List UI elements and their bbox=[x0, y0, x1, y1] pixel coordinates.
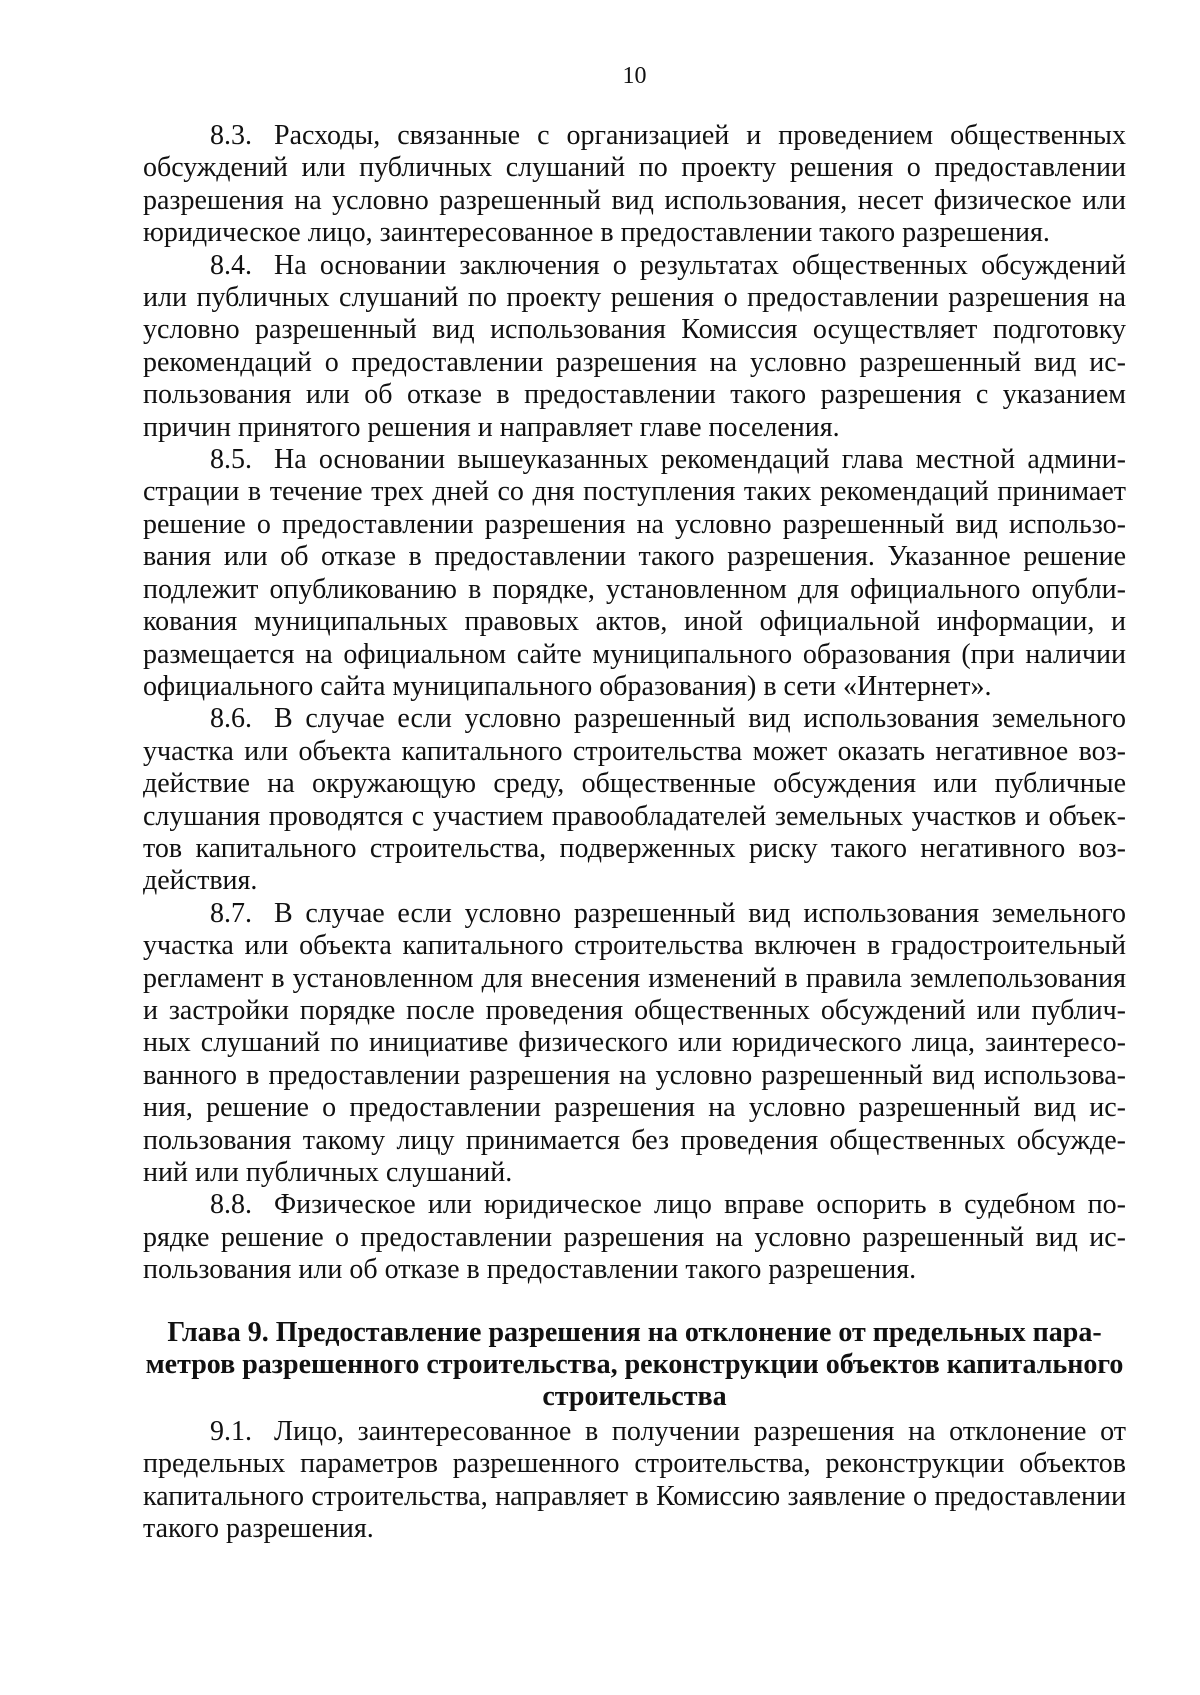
paragraph-text: На основании вышеуказанных рекомендаций глава местной администрации в течение трех дней со дня поступления таких рекомендаций принимает решение о предоставлении разрешения на условно разрешенный вид использования или об отказе в предоставлении такого разрешения. Указанное решение подлежит опубликованию в порядке, установленном для официального опубликования муниципальных правовых актов, иной официальной информации, и размещается на официальном сайте муниципального образования (при наличии официального сайта муниципального образования) в сети «Интернет». bbox=[143, 444, 1126, 702]
paragraph-text: В случае если условно разрешенный вид использования земельного участка или объекта капитального строительства может оказать негативное воздействие на окружающую среду, общественные обсуждения или публичные слушания проводятся с участием правообладателей земельных участков и объектов капитального строительства, подверженных риску такого негативного воздействия. bbox=[143, 703, 1126, 897]
document-page bbox=[143, 50, 1126, 1545]
paragraph-text: На основании заключения о результатах общественных обсуждений или публичных слушаний по проекту решения о предоставлении разрешения на условно разрешенный вид использования Комиссия осуществляет подготовку рекомендаций о предоставлении разрешения на условно разрешенный вид использования или об отказе в предоставлении такого разрешения с указанием причин принятого решения и направляет главе поселения. bbox=[143, 249, 1126, 443]
paragraph-text: В случае если условно разрешенный вид использования земельного участка или объекта капитального строительства включен в градостроительный регламент в установленном для внесения изменений в правила землепользования и застройки порядке после проведения общественных обсуждений или публичных слушаний по инициативе физического или юридического лица, заинтересованного в предоставлении разрешения на условно разрешенный вид использования, решение о предоставлении разрешения на условно разрешенный вид использования такому лицу принимается без проведения общественных обсуждений или публичных слушаний. bbox=[143, 897, 1126, 1188]
paragraph-number: 8.3. bbox=[210, 120, 252, 151]
paragraph-text: Расходы, связанные с организацией и проведением общественных обсуждений или публичных слушаний по проекту решения о предоставлении разрешения на условно разрешенный вид использования, несет физическое или юридическое лицо, заинтересованное в предоставлении такого разрешения. bbox=[143, 120, 1126, 249]
paragraph-8-5 bbox=[143, 444, 1126, 703]
paragraph-number: 9.1. bbox=[210, 1415, 252, 1447]
paragraph-8-3 bbox=[143, 120, 1126, 250]
paragraph-number: 8.8. bbox=[210, 1189, 252, 1221]
chapter-title: Глава 9. Предоставление разрешения на отклонение от предельных параметров разрешенного строительства, реконструкции объектов капитального строительства bbox=[145, 1316, 1124, 1413]
paragraph-number: 8.5. bbox=[210, 444, 252, 476]
paragraph-9-1 bbox=[143, 1416, 1126, 1546]
paragraph-8-7 bbox=[143, 898, 1126, 1190]
paragraph-number: 8.4. bbox=[210, 249, 252, 281]
page-number: 10 bbox=[622, 63, 647, 89]
paragraph-number: 8.7. bbox=[210, 897, 252, 929]
paragraph-8-8 bbox=[143, 1189, 1126, 1286]
paragraph-number: 8.6. bbox=[210, 703, 252, 735]
paragraph-text: Лицо, заинтересованное в получении разрешения на отклонение от предельных параметров разрешенного строительства, реконструкции объектов капитального строительства, направляет в Комиссию заявление о предоставлении такого разрешения. bbox=[143, 1415, 1126, 1545]
paragraph-8-4 bbox=[143, 250, 1126, 444]
paragraph-text: Физическое или юридическое лицо вправе оспорить в судебном порядке решение о предоставлении разрешения на условно разрешенный вид использования или об отказе в предоставлении такого разрешения. bbox=[143, 1189, 1126, 1286]
paragraph-8-6 bbox=[143, 703, 1126, 897]
